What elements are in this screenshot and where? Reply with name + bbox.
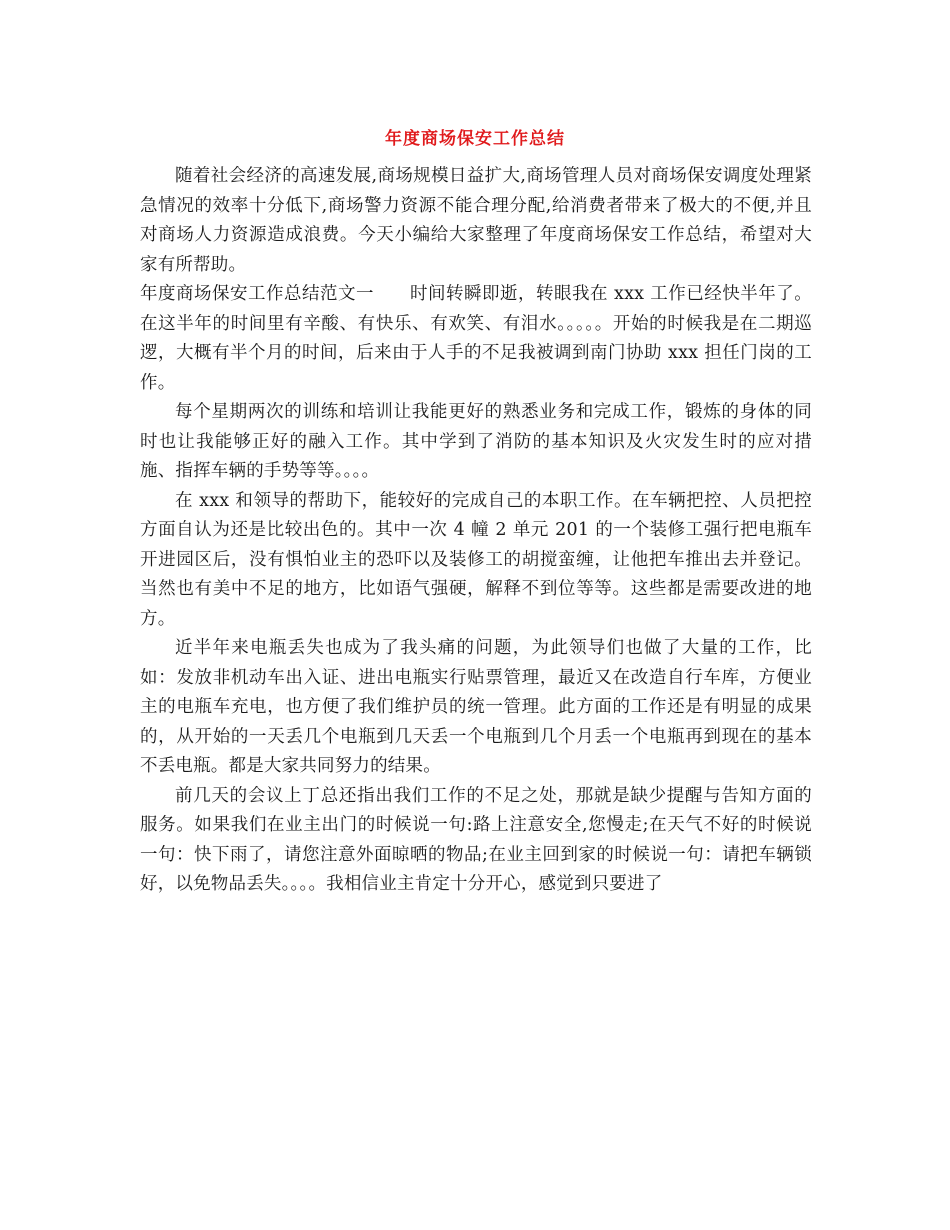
paragraph-intro: 随着社会经济的高速发展,商场规模日益扩大,商场管理人员对商场保安调度处理紧急情况的效率十分低下,商场警力资源不能合理分配,给消费者带来了极大的不便,并且对商场人力资源造成浪费。今天小编给大家整理了年度商场保安工作总结，希望对大家有所帮助。 [140,166,812,275]
paragraph-training: 每个星期两次的训练和培训让我能更好的熟悉业务和完成工作，锻炼的身体的同时也让我能够正好的融入工作。其中学到了消防的基本知识及火灾发生时的应对措施、指挥车辆的手势等等。。。。 [140,402,812,481]
paragraph-duties: 在 xxx 和领导的帮助下，能较好的完成自己的本职工作。在车辆把控、人员把控方面自认为还是比较出色的。其中一次 4 幢 2 单元 201 的一个装修工强行把电瓶车开进园区后，没有惧怕业主的恐吓以及装修工的胡搅蛮缠，让他把车推出去并登记。当然也有美中不足的地方，比如语气强硬，解释不到位等等。这些都是需要改进的地方。 [140,490,812,629]
paragraph-service: 前几天的会议上丁总还指出我们工作的不足之处，那就是缺少提醒与告知方面的服务。如果我们在业主出门的时候说一句:路上注意安全,您慢走;在天气不好的时候说一句：快下雨了，请您注意外面晾晒的物品;在业主回到家的时候说一句：请把车辆锁好，以免物品丢失。。。。我相信业主肯定十分开心，感觉到只要进了 [140,785,812,894]
paragraph-sample-one: 年度商场保安工作总结范文一 时间转瞬即逝，转眼我在 xxx 工作已经快半年了。在这半年的时间里有辛酸、有快乐、有欢笑、有泪水。。。。。开始的时候我是在二期巡逻，大概有半个月的时间，后来由于人手的不足我被调到南门协助 xxx 担任门岗的工作。 [140,284,812,393]
document-title: 年度商场保安工作总结 [385,129,565,149]
document-body [140,162,812,900]
paragraph-battery-theft: 近半年来电瓶丢失也成为了我头痛的问题，为此领导们也做了大量的工作，比如：发放非机动车出入证、进出电瓶实行贴票管理，最近又在改造自行车库，方便业主的电瓶车充电，也方便了我们维护员的统一管理。此方面的工作还是有明显的成果的，从开始的一天丢几个电瓶到几天丢一个电瓶到几个月丢一个电瓶再到现在的基本不丢电瓶。都是大家共同努力的结果。 [140,638,812,776]
